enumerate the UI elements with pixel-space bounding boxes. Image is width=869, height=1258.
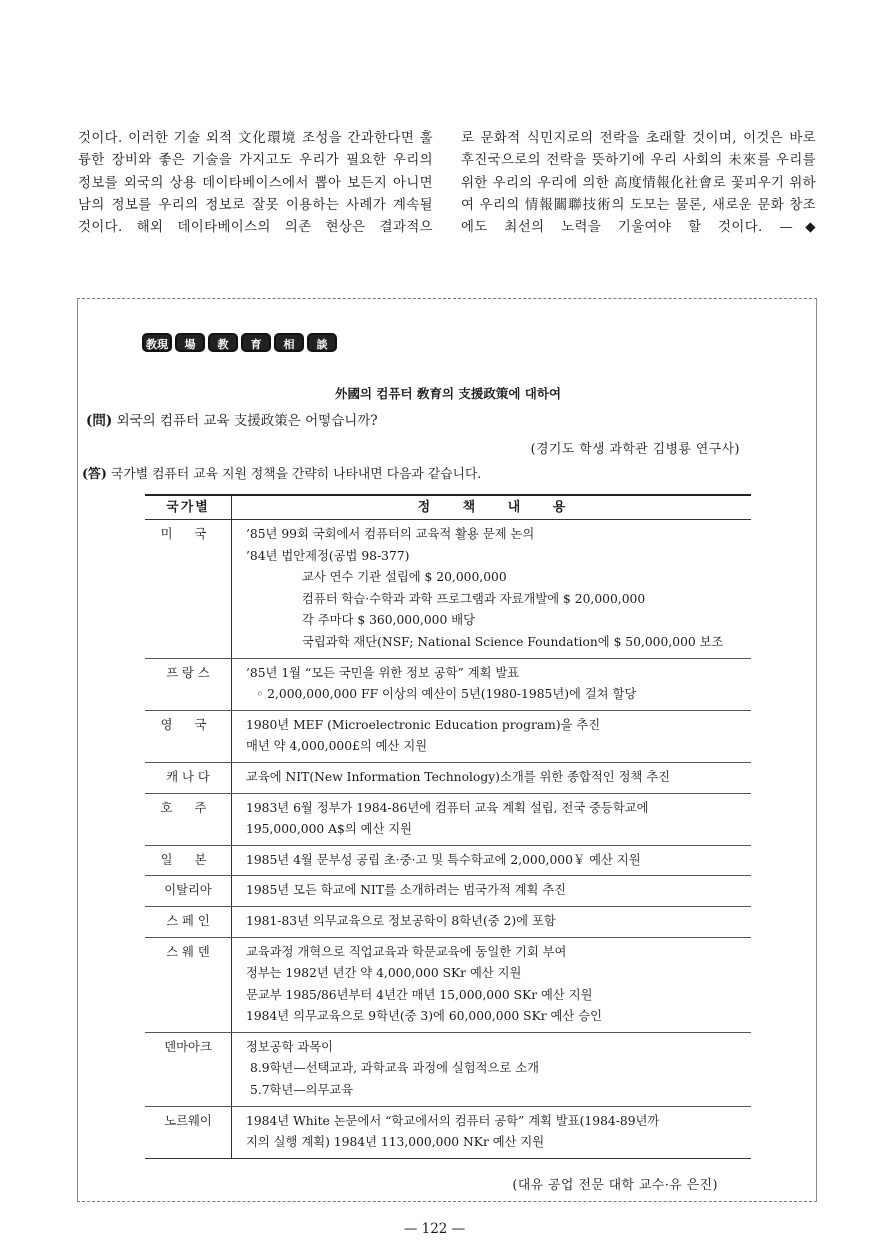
policy-line: 1985년 4월 문부성 공립 초·중·고 및 특수학교에 2,000,000￥ 예산 지원 (246, 852, 641, 867)
table-row-norway (145, 1107, 751, 1158)
answer-prefix: (答) (82, 467, 107, 482)
policy-line: 1983년 6월 정부가 1984-86년에 컴퓨터 교육 계획 설립, 전국 중등학교에 (246, 800, 649, 815)
policy-table (145, 494, 751, 1159)
country-cell: 스 웨 덴 (145, 938, 232, 1032)
policy-line: 국립과학 재단(NSF; National Science Foundation에 $ 50,000,000 보조 (302, 634, 724, 649)
column-badge: 相 (274, 333, 304, 352)
table-row-usa (145, 520, 751, 659)
policy-line: 교육에 NIT(New Information Technology)소개를 위한 종합적인 정책 추진 (246, 769, 671, 784)
qa-section-box (77, 298, 817, 1202)
table-row-sweden (145, 938, 751, 1033)
policy-cell (232, 846, 751, 876)
table-row-france (145, 659, 751, 711)
column-title-badges (142, 333, 340, 352)
page-number: — 122 — (403, 1221, 466, 1237)
policy-line: 정보공학 과목이 (246, 1039, 334, 1054)
policy-line: 1984년 White 논문에서 “학교에서의 컴퓨터 공학” 계획 발표(1984-89년까 (246, 1113, 660, 1128)
policy-line: 5.7학년—의무교육 (250, 1083, 354, 1098)
country-cell: 이탈리아 (145, 876, 232, 906)
policy-line: 지의 실행 계획) 1984년 113,000,000 NKr 예산 지원 (246, 1135, 545, 1150)
policy-line: 매년 약 4,000,000£의 예산 지원 (246, 739, 428, 754)
country-cell: 미 국 (145, 520, 232, 658)
country-cell: 캐 나 다 (145, 763, 232, 793)
table-row-uk (145, 711, 751, 763)
table-row-japan (145, 846, 751, 877)
column-badge: 育 (241, 333, 271, 352)
policy-line: 문교부 1985/86년부터 4년간 매년 15,000,000 SKr 예산 지원 (246, 987, 593, 1002)
policy-cell (232, 876, 751, 906)
policy-line: 컴퓨터 학습·수학과 과학 프로그램과 자료개발에 $ 20,000,000 (302, 591, 646, 606)
body-text-left-column (78, 128, 433, 239)
table-row-canada (145, 763, 751, 794)
policy-cell (232, 520, 751, 658)
question-line (86, 409, 378, 429)
policy-line: 교사 연수 기관 설립에 $ 20,000,000 (302, 570, 507, 585)
policy-line: 8.9학년—선택교과, 과학교육 과정에 실험적으로 소개 (250, 1061, 539, 1076)
policy-cell (232, 1107, 751, 1158)
table-header (145, 496, 751, 520)
policy-cell (232, 1033, 751, 1106)
policy-line: 각 주마다 $ 360,000,000 배당 (302, 613, 475, 628)
question-prefix: (問) (86, 413, 113, 429)
table-row-denmark (145, 1033, 751, 1107)
column-badge: 場 (175, 333, 205, 352)
body-text-columns (78, 128, 816, 239)
country-cell: 일 본 (145, 846, 232, 876)
header-content: 정 책 내 용 (417, 500, 566, 515)
policy-cell (232, 794, 751, 845)
answer-signer: (대유 공업 전문 대학 교수·유 은진) (512, 1178, 718, 1193)
policy-line: 1985년 모든 학교에 NIT를 소개하려는 범국가적 계획 추진 (246, 883, 567, 898)
answer-text: 국가별 컴퓨터 교육 지원 정책을 간략히 나타내면 다음과 같습니다. (111, 467, 482, 482)
policy-line: ’85년 1월 “모든 국민을 위한 정보 공학” 계획 발표 (246, 665, 520, 680)
country-cell: 노르웨이 (145, 1107, 232, 1158)
body-text-right-column (461, 128, 816, 239)
policy-cell (232, 763, 751, 793)
country-cell: 호 주 (145, 794, 232, 845)
question-asker: (경기도 학생 과학관 김병룡 연구사) (530, 442, 740, 457)
policy-line: 1980년 MEF (Microelectronic Education program)을 추진 (246, 717, 601, 732)
header-country: 국가별 (145, 496, 232, 519)
column-badge: 談 (307, 333, 337, 352)
qa-title: 外國의 컴퓨터 敎育의 支援政策에 대하여 (334, 386, 562, 401)
table-row-italy (145, 876, 751, 907)
policy-line: ’85년 99회 국회에서 컴퓨터의 교육적 활용 문제 논의 (246, 527, 535, 541)
body-paragraph-right: 로 문화적 식민지로의 전락을 초래할 것이며, 이것은 바로 후진국으로의 전락을 뜻하기에 우리 사회의 未來를 우리를 위한 우리의 우리에 의한 高度情報化社會로 꽃피우기 위하여 우리의 情報關聯技術의 도모는 물론, 새로운 문화 창조에도 최선의 노력을 기울여야 할 것이다. —◆ (461, 131, 816, 236)
table-row-spain (145, 907, 751, 938)
body-paragraph-left: 것이다. 이러한 기술 외적 文化環境 조성을 간과한다면 훌륭한 장비와 좋은 기술을 가지고도 우리가 필요한 우리의 정보를 외국의 상용 데이타베이스에서 뽑아 보든지 아니면 남의 정보를 우리의 정보로 잘못 이용하는 사례가 계속될 것이다. 해외 데이타베이스의 의존 현상은 결과적으 (78, 131, 433, 236)
policy-cell (232, 938, 751, 1032)
policy-line: 1981-83년 의무교육으로 정보공학이 8학년(중 2)에 포함 (246, 913, 556, 928)
policy-line: 1984년 의무교육으로 9학년(중 3)에 60,000,000 SKr 예산 승인 (246, 1009, 602, 1024)
policy-line: ’84년 법안제정(공법 98-377) (246, 548, 410, 563)
policy-line: 교육과정 개혁으로 직업교육과 학문교육에 동일한 기회 부여 (246, 944, 567, 959)
policy-cell (232, 907, 751, 937)
country-cell: 영 국 (145, 711, 232, 762)
country-cell: 프 랑 스 (145, 659, 232, 710)
country-cell: 스 페 인 (145, 907, 232, 937)
country-cell: 덴마아크 (145, 1033, 232, 1106)
question-text: 외국의 컴퓨터 교육 支援政策은 어떻습니까? (116, 413, 378, 429)
policy-cell (232, 659, 751, 710)
column-badge: 教現 (142, 333, 172, 352)
table-row-australia (145, 794, 751, 846)
policy-line: 정부는 1982년 년간 약 4,000,000 SKr 예산 지원 (246, 966, 522, 981)
answer-line (82, 463, 481, 482)
policy-line: 195,000,000 A$의 예산 지원 (246, 822, 413, 837)
column-badge: 教 (208, 333, 238, 352)
policy-line: ◦ 2,000,000,000 FF 이상의 예산이 5년(1980-1985년)에 걸쳐 할당 (256, 687, 637, 702)
policy-cell (232, 711, 751, 762)
